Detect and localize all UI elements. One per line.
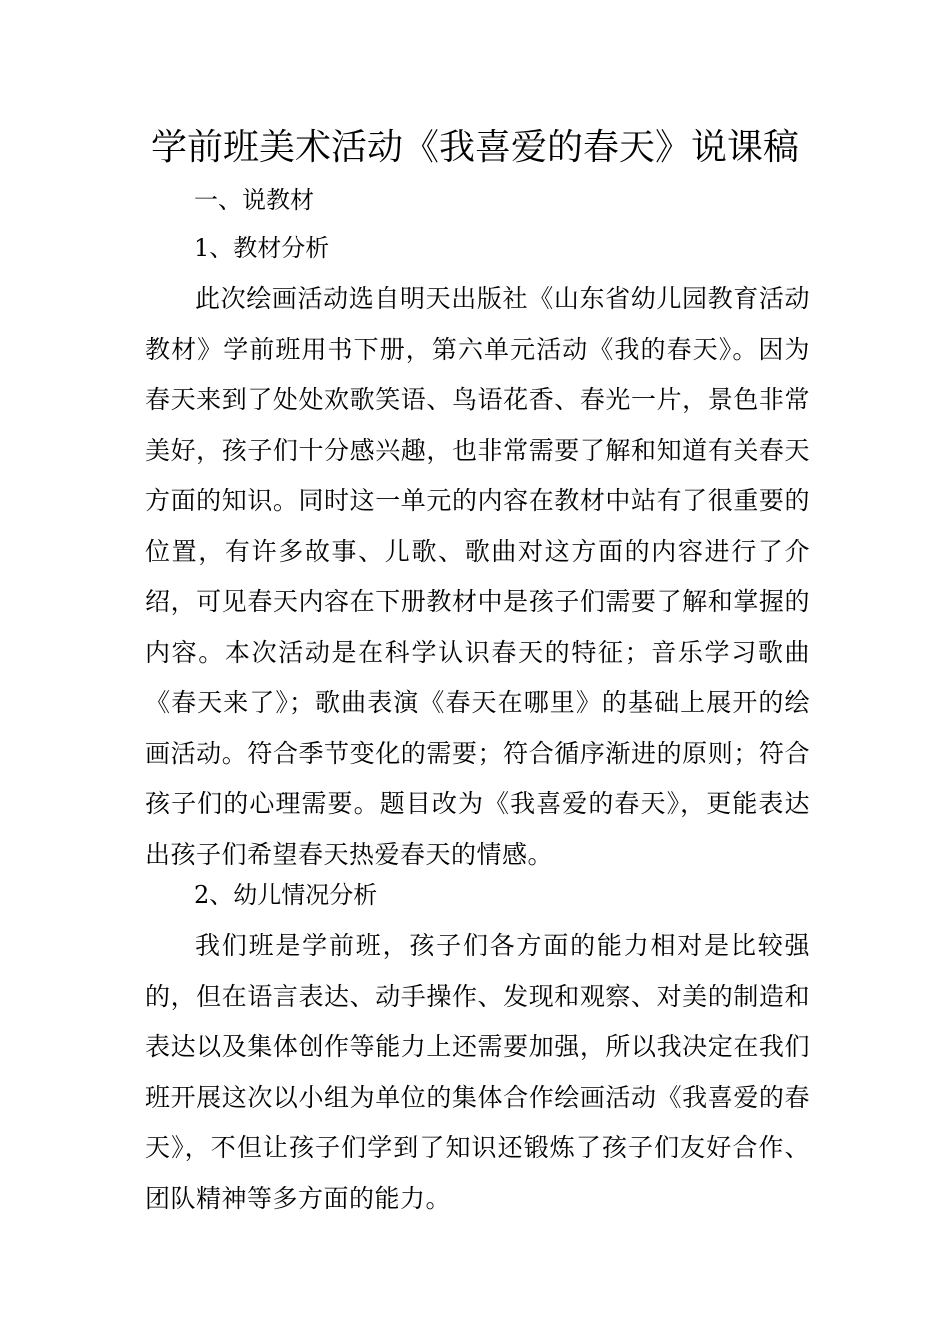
subsection-heading-material-analysis: 1、教材分析 [194, 234, 330, 262]
document-title: 学前班美术活动《我喜爱的春天》说课稿 [150, 127, 799, 168]
section-heading-teaching-material: 一、说教材 [194, 186, 314, 214]
paragraph-children-analysis: 我们班是学前班，孩子们各方面的能力相对是比较强的，但在语言表达、动手操作、发现和观察、对美的制造和表达以及集体创作等能力上还需要加强，所以我决定在我们班开展这次以小组为单位的集体合作绘画活动《我喜爱的春天》，不但让孩子们学到了知识还锻炼了孩子们友好合作、团队精神等多方面的能力。 [145, 931, 810, 1213]
paragraph-material-analysis: 此次绘画活动选自明天出版社《山东省幼儿园教育活动教材》学前班用书下册，第六单元活动《我的春天》。因为春天来到了处处欢歌笑语、鸟语花香、春光一片，景色非常美好，孩子们十分感兴趣，也非常需要了解和知道有关春天方面的知识。同时这一单元的内容在教材中站有了很重要的位置，有许多故事、儿歌、歌曲对这方面的内容进行了介绍，可见春天内容在下册教材中是孩子们需要了解和掌握的内容。本次活动是在科学认识春天的特征；音乐学习歌曲《春天来了》；歌曲表演《春天在哪里》的基础上展开的绘画活动。符合季节变化的需要；符合循序渐进的原则；符合孩子们的心理需要。题目改为《我喜爱的春天》，更能表达出孩子们希望春天热爱春天的情感。 [145, 284, 810, 869]
subsection-heading-children-analysis: 2、幼儿情况分析 [194, 881, 378, 909]
